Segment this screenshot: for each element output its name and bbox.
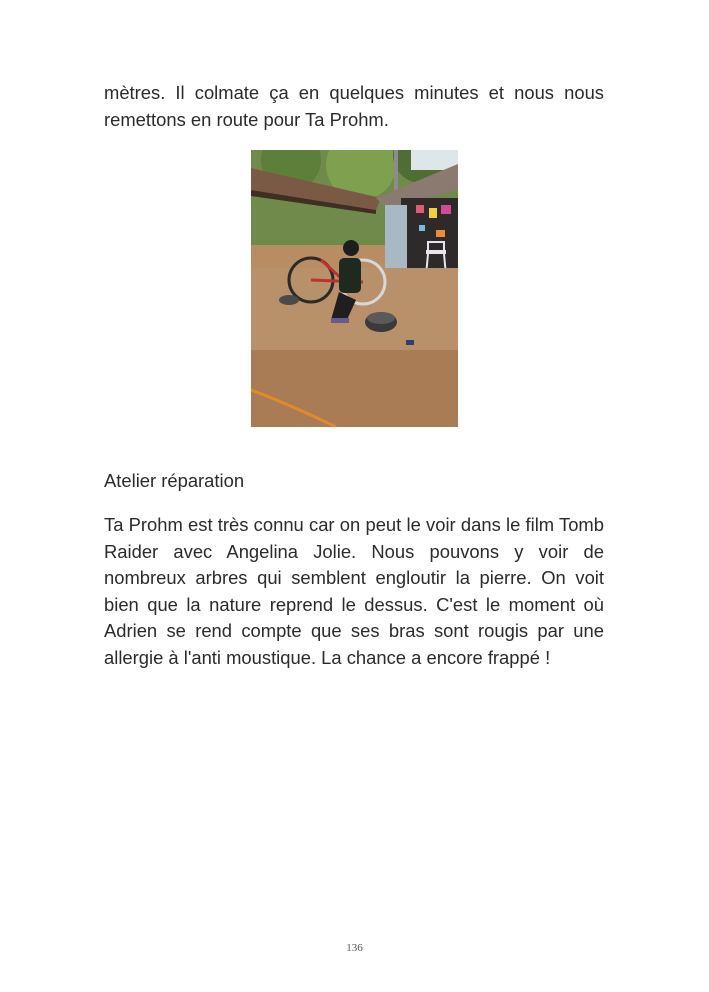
intro-paragraph: mètres. Il colmate ça en quelques minutes et nous nous remettons en route pour Ta Prohm. bbox=[104, 82, 604, 130]
body-paragraph: Ta Prohm est très connu car on peut le voir dans le film Tomb Raider avec Angelina Jolie. Nous pouvons y voir de nombreux arbres qui semblent engloutir la pierre. On voit bien que la nature reprend le dessus. C'est le moment où Adrien se rend compte que ses bras sont rougis par une allergie à l'anti moustique. La chance a encore frappé ! bbox=[104, 514, 604, 668]
workshop-photo bbox=[251, 150, 458, 427]
photo-caption: Atelier réparation bbox=[104, 470, 245, 491]
page-number: 136 bbox=[346, 942, 363, 954]
